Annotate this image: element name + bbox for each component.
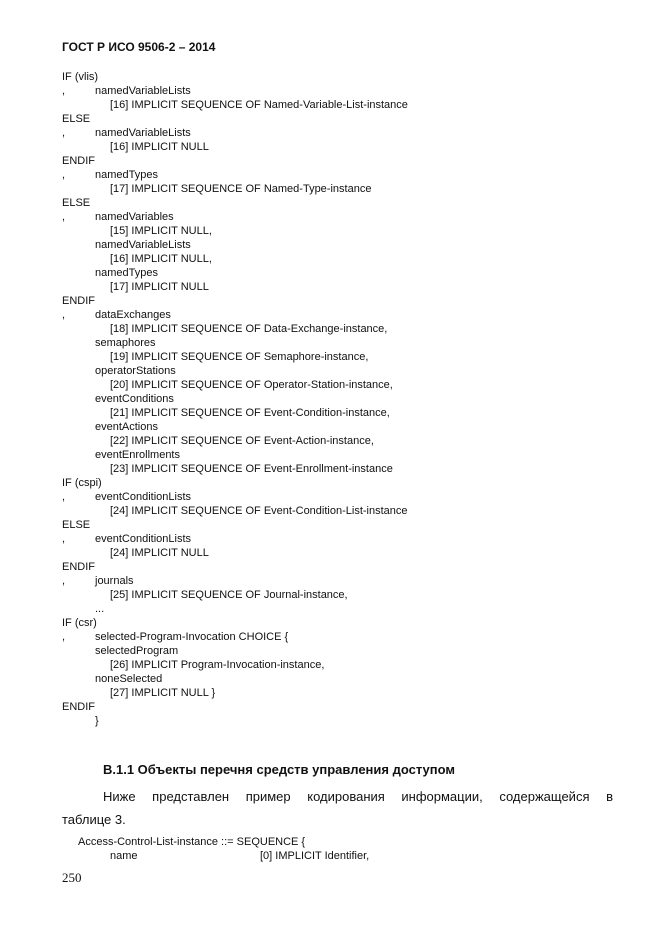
code-token: [23] IMPLICIT SEQUENCE OF Event-Enrollment-instance <box>110 463 393 475</box>
code-token: [17] IMPLICIT NULL <box>110 281 209 293</box>
code-token: [15] IMPLICIT NULL, <box>110 225 212 237</box>
code-token: , <box>62 309 66 321</box>
code-token: namedVariableLists <box>95 239 191 251</box>
code-token: ... <box>95 603 105 615</box>
code-token: [26] IMPLICIT Program-Invocation-instance, <box>110 659 325 671</box>
code-token: namedVariables <box>95 211 174 223</box>
code-token: eventActions <box>95 421 158 433</box>
code-token: , <box>62 575 66 587</box>
code-token: , <box>62 533 66 545</box>
code-token: [21] IMPLICIT SEQUENCE OF Event-Condition-instance, <box>110 407 390 419</box>
code-token: [27] IMPLICIT NULL } <box>110 687 216 699</box>
code-token: [19] IMPLICIT SEQUENCE OF Semaphore-instance, <box>110 351 369 363</box>
code-token: noneSelected <box>95 673 163 685</box>
document-header: ГОСТ Р ИСО 9506-2 – 2014 <box>62 40 216 54</box>
code-token: namedVariableLists <box>95 127 191 139</box>
acl-field-type: [0] IMPLICIT Identifier, <box>260 850 370 862</box>
acl-field-name: name <box>110 850 138 862</box>
code-token: eventEnrollments <box>95 449 180 461</box>
code-token: [17] IMPLICIT SEQUENCE OF Named-Type-instance <box>110 183 372 195</box>
code-token: selectedProgram <box>95 645 179 657</box>
code-token: ENDIF <box>62 701 95 713</box>
code-token: ELSE <box>62 113 91 125</box>
code-token: [16] IMPLICIT NULL, <box>110 253 212 265</box>
code-token: , <box>62 491 66 503</box>
code-token: namedVariableLists <box>95 85 191 97</box>
code-token: } <box>95 715 99 727</box>
code-token: namedTypes <box>95 267 158 279</box>
code-token: journals <box>95 575 134 587</box>
code-token: dataExchanges <box>95 309 171 321</box>
code-token: , <box>62 169 66 181</box>
page-number: 250 <box>62 870 82 885</box>
code-token: ELSE <box>62 197 91 209</box>
code-token: , <box>62 85 66 97</box>
paragraph-line-2: таблице 3. <box>62 812 126 827</box>
code-token: [25] IMPLICIT SEQUENCE OF Journal-instance, <box>110 589 348 601</box>
code-token: [22] IMPLICIT SEQUENCE OF Event-Action-instance, <box>110 435 374 447</box>
code-token: eventConditions <box>95 393 174 405</box>
code-token: [20] IMPLICIT SEQUENCE OF Operator-Station-instance, <box>110 379 393 391</box>
code-token: [18] IMPLICIT SEQUENCE OF Data-Exchange-instance, <box>110 323 388 335</box>
code-token: IF (cspi) <box>62 477 102 489</box>
code-token: , <box>62 211 66 223</box>
code-token: eventConditionLists <box>95 491 192 503</box>
code-token: [16] IMPLICIT SEQUENCE OF Named-Variable-List-instance <box>110 99 408 111</box>
section-heading: В.1.1 Объекты перечня средств управления доступом <box>103 762 455 777</box>
code-token: [24] IMPLICIT SEQUENCE OF Event-Condition-List-instance <box>110 505 408 517</box>
code-token: namedTypes <box>95 169 158 181</box>
code-token: , <box>62 631 66 643</box>
acl-definition-line: Access-Control-List-instance ::= SEQUENCE { <box>78 836 306 848</box>
code-token: [24] IMPLICIT NULL <box>110 547 209 559</box>
code-token: ELSE <box>62 519 91 531</box>
code-token: ENDIF <box>62 295 95 307</box>
code-token: operatorStations <box>95 365 176 377</box>
code-token: semaphores <box>95 337 156 349</box>
code-token: ENDIF <box>62 561 95 573</box>
code-token: [16] IMPLICIT NULL <box>110 141 209 153</box>
code-token: eventConditionLists <box>95 533 192 545</box>
paragraph-line-1: Ниже представлен пример кодирования информации, содержащейся в <box>103 789 613 804</box>
code-token: IF (vlis) <box>62 71 99 83</box>
code-token: , <box>62 127 66 139</box>
code-token: ENDIF <box>62 155 95 167</box>
code-token: IF (csr) <box>62 617 97 629</box>
code-token: selected-Program-Invocation CHOICE { <box>95 631 289 643</box>
